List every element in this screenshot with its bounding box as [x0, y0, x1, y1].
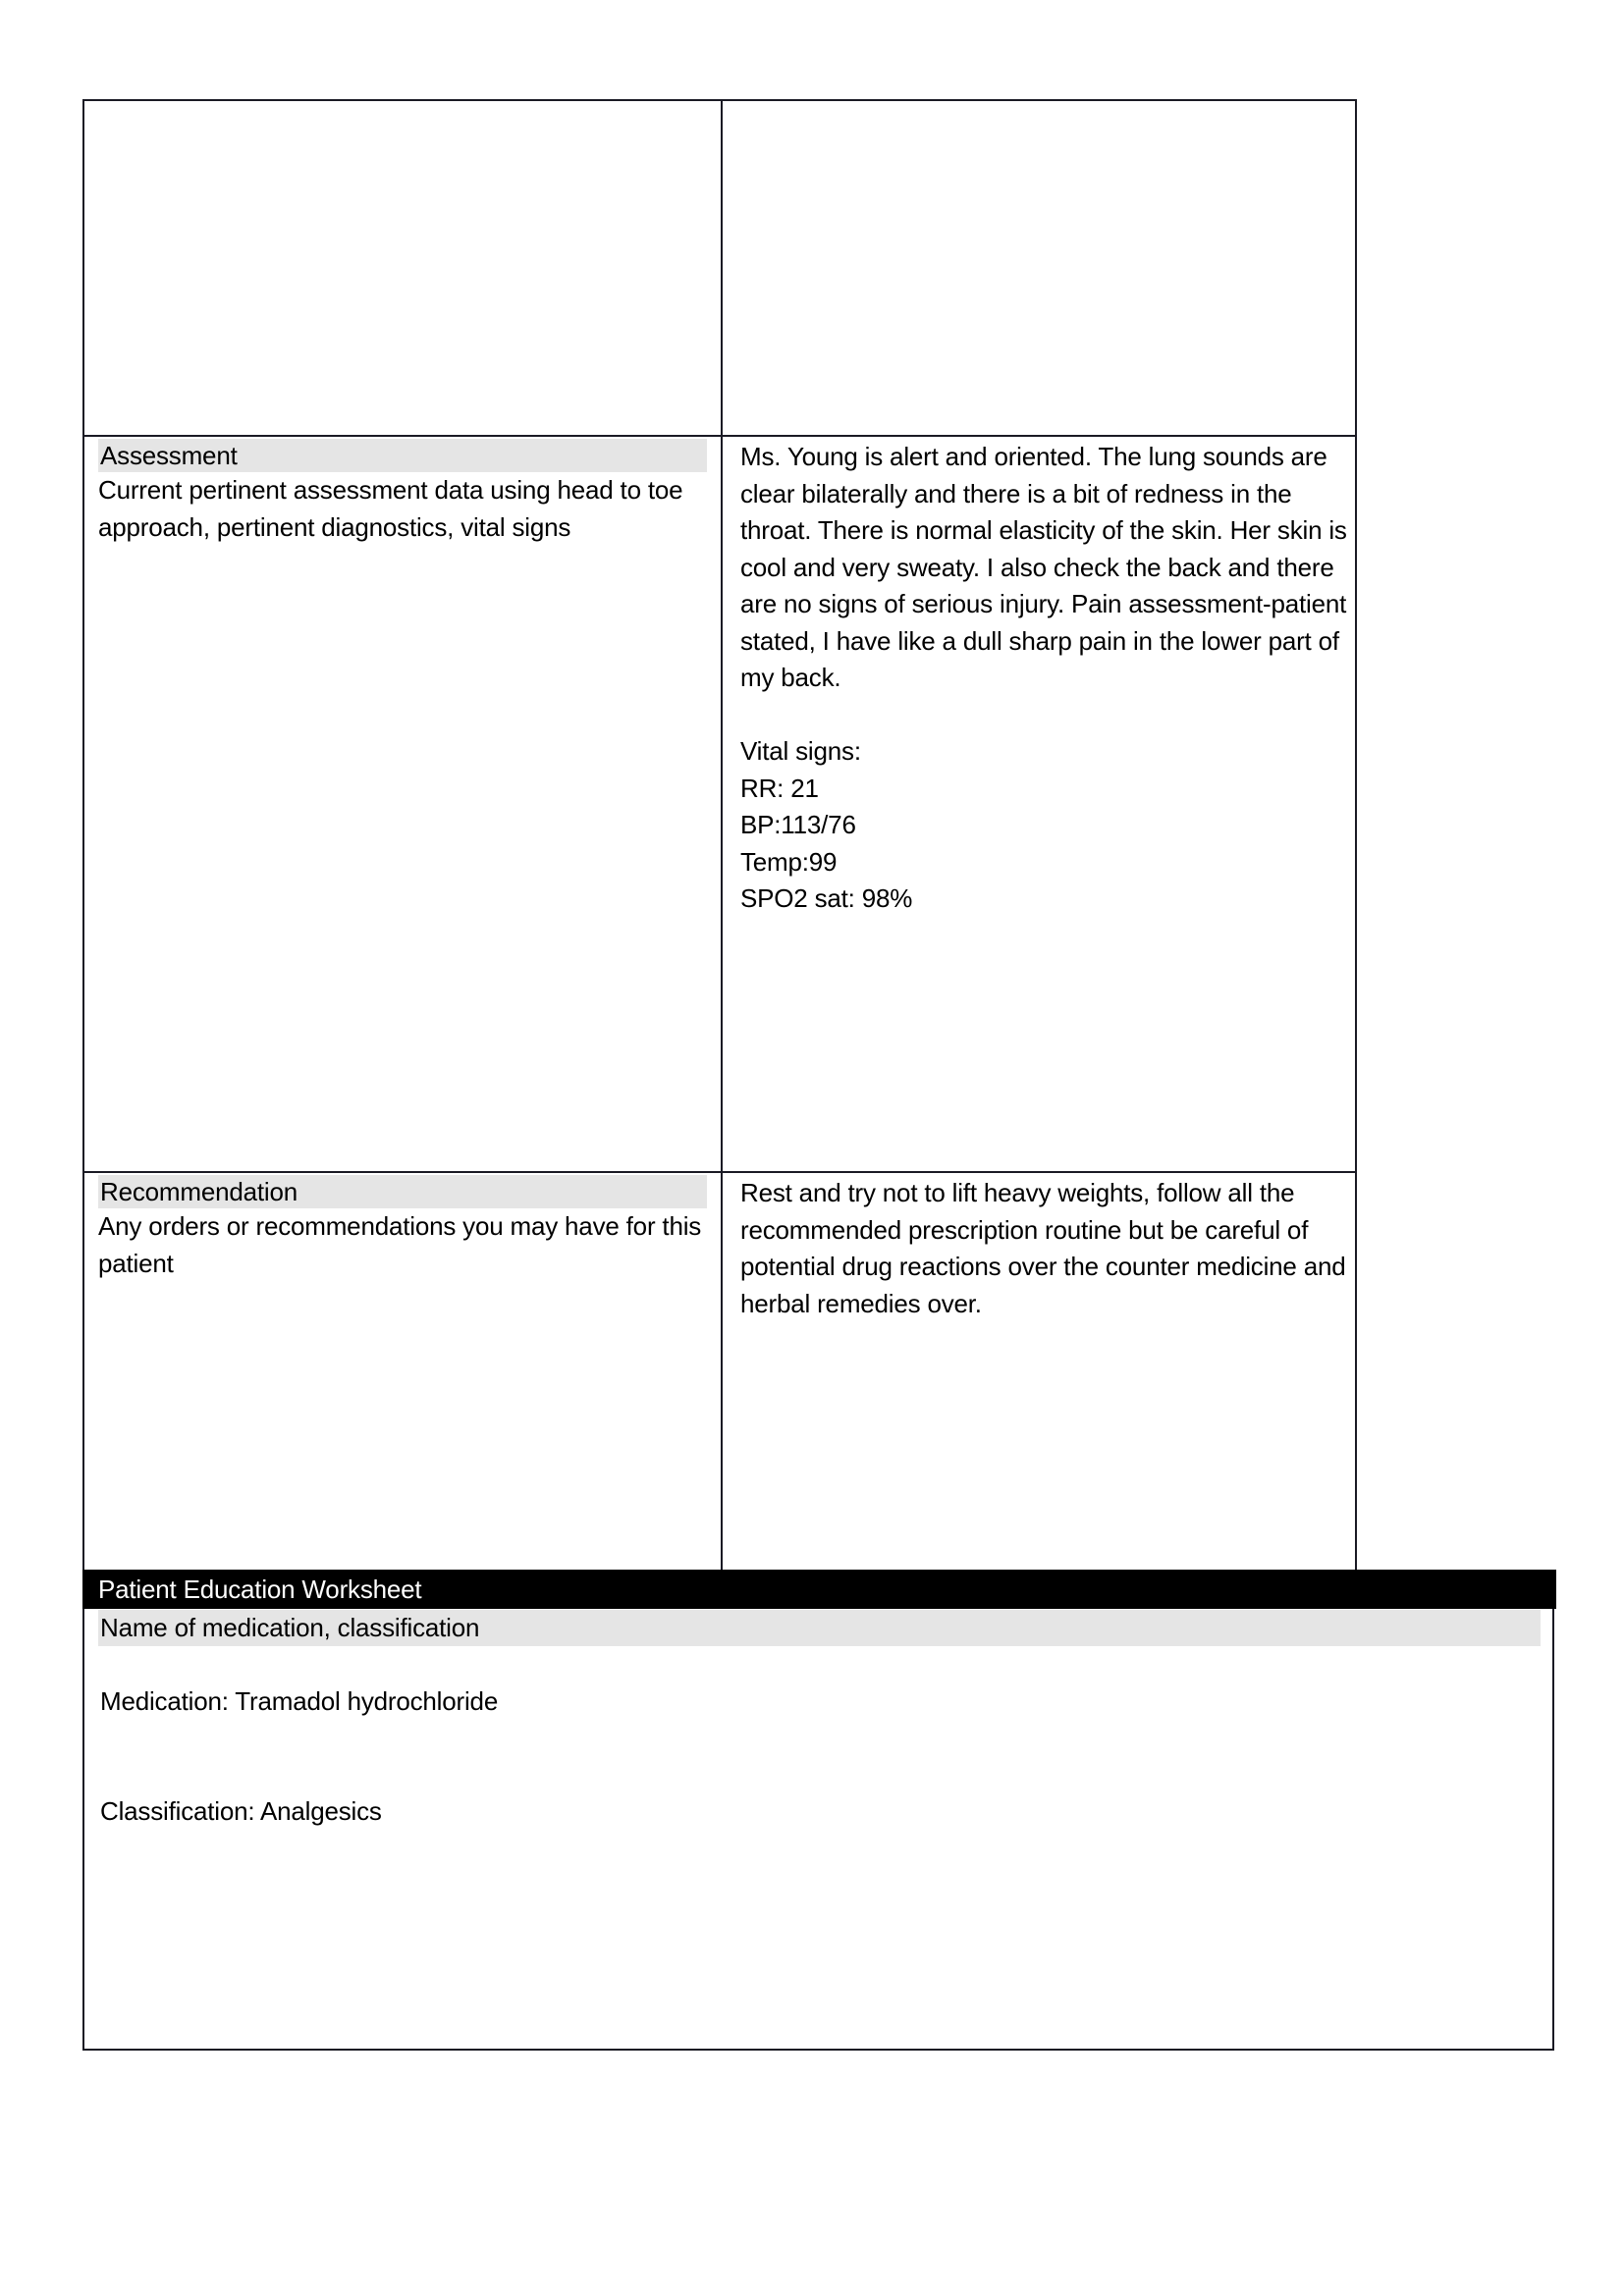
- patient-education-title: Patient Education Worksheet: [98, 1575, 422, 1604]
- assessment-content-cell: [740, 439, 1354, 918]
- assessment-label-cell: [98, 439, 707, 546]
- patient-education-table: [82, 1570, 1554, 2051]
- assessment-description: Current pertinent assessment data using head to toe approach, pertinent diagnostics, vital signs: [98, 475, 690, 542]
- recommendation-text: Rest and try not to lift heavy weights, follow all the recommended prescription routine but be careful of potential drug reactions over the counter medicine and herbal remedies over.: [740, 1178, 1353, 1318]
- spacer: [100, 1720, 1534, 1757]
- spacer: [100, 1646, 1534, 1683]
- medication-section-label: Name of medication, classification: [98, 1610, 1541, 1646]
- spacer: [740, 697, 1349, 734]
- assessment-label: Assessment: [98, 439, 707, 472]
- recommendation-label: Recommendation: [98, 1175, 707, 1208]
- medication-details: [100, 1646, 1534, 1831]
- medication-classification: Classification: Analgesics: [100, 1796, 382, 1826]
- table-row-assessment: [84, 435, 1355, 1171]
- vital-signs-heading: Vital signs:: [740, 736, 861, 766]
- table-row-recommendation: [84, 1171, 1355, 1572]
- vital-sign-bp: BP:113/76: [740, 810, 856, 839]
- patient-education-header: [82, 1570, 1556, 1609]
- vital-sign-spo2: SPO2 sat: 98%: [740, 883, 913, 913]
- recommendation-content-cell: [740, 1175, 1353, 1322]
- spacer: [100, 1757, 1534, 1794]
- table-row-empty: [84, 101, 1355, 435]
- sbar-table: [82, 99, 1357, 1570]
- vital-sign-rr: RR: 21: [740, 773, 819, 803]
- medication-name: Medication: Tramadol hydrochloride: [100, 1685, 499, 1716]
- recommendation-description: Any orders or recommendations you may have for this patient: [98, 1211, 709, 1278]
- assessment-narrative: Ms. Young is alert and oriented. The lung sounds are clear bilaterally and there is a bit of redness in the throat. There is normal elasticity of the skin. Her skin is cool and very sweaty. I also check the back and there are no signs of serious injury. Pain assessment-patient stated, I have like a dull sharp pain in the lower part of my back.: [740, 442, 1354, 692]
- vital-sign-temp: Temp:99: [740, 846, 838, 877]
- recommendation-label-cell: [98, 1175, 707, 1282]
